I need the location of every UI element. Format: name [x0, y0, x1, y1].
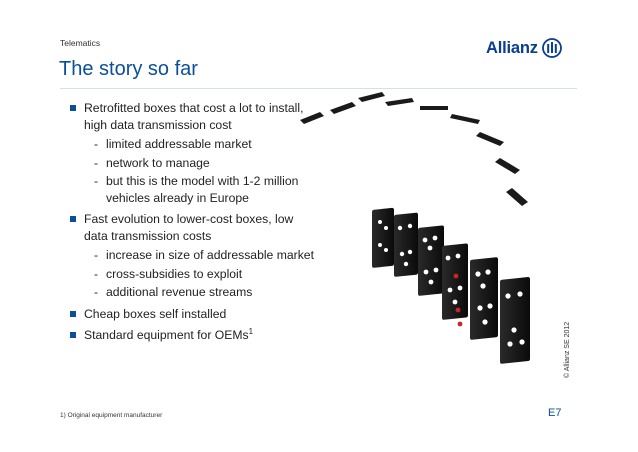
sub-item: - network to manage [94, 155, 210, 170]
sub-item-text: additional revenue streams [106, 285, 253, 299]
bullet-text: Fast evolution to lower-cost boxes, low data transmission costs [84, 212, 294, 243]
allianz-logo [486, 36, 572, 60]
sub-item-text: but this is the model with 1-2 million vehicles already in Europe [106, 174, 299, 205]
bullet-item [70, 327, 320, 344]
copyright-text: © Allianz SE 2012 [564, 321, 571, 378]
bullet-list [70, 100, 320, 349]
sub-item: - cross-subsidies to exploit [94, 266, 243, 281]
sub-list [84, 136, 320, 206]
sub-item-text: increase in size of addressable market [106, 248, 314, 262]
page-title: The story so far [59, 58, 198, 80]
allianz-eagle-icon [542, 38, 562, 58]
sub-item: - additional revenue streams [94, 285, 253, 299]
sub-item: - but this is the model with 1-2 million vehicles already in Europe [94, 174, 299, 205]
bullet-item [70, 211, 320, 301]
fallen-dominoes [300, 92, 528, 206]
header-divider [60, 88, 577, 89]
logo-text: Allianz [486, 38, 538, 57]
sub-list [84, 247, 320, 301]
section-label: Telematics [60, 38, 101, 48]
sub-item-text: cross-subsidies to exploit [106, 266, 243, 281]
sub-item: - limited addressable market [94, 137, 252, 151]
sub-item-text: limited addressable market [106, 137, 252, 151]
footnote: 1) Original equipment manufacturer [60, 412, 163, 419]
bullet-text: Retrofitted boxes that cost a lot to install, high data transmission cost [84, 101, 304, 132]
bullet-item [70, 306, 320, 323]
footnote-marker: 1 [248, 327, 254, 336]
dominoes-image [290, 90, 570, 395]
bullet-text: Cheap boxes self installed [84, 306, 227, 321]
standing-dominoes [372, 208, 530, 364]
sub-item-text: network to manage [106, 155, 210, 170]
page-number: E7 [548, 407, 562, 419]
bullet-item [70, 100, 320, 206]
sub-item: - increase in size of addressable market [94, 248, 314, 262]
bullet-text: Standard equipment for OEMs [84, 328, 249, 342]
